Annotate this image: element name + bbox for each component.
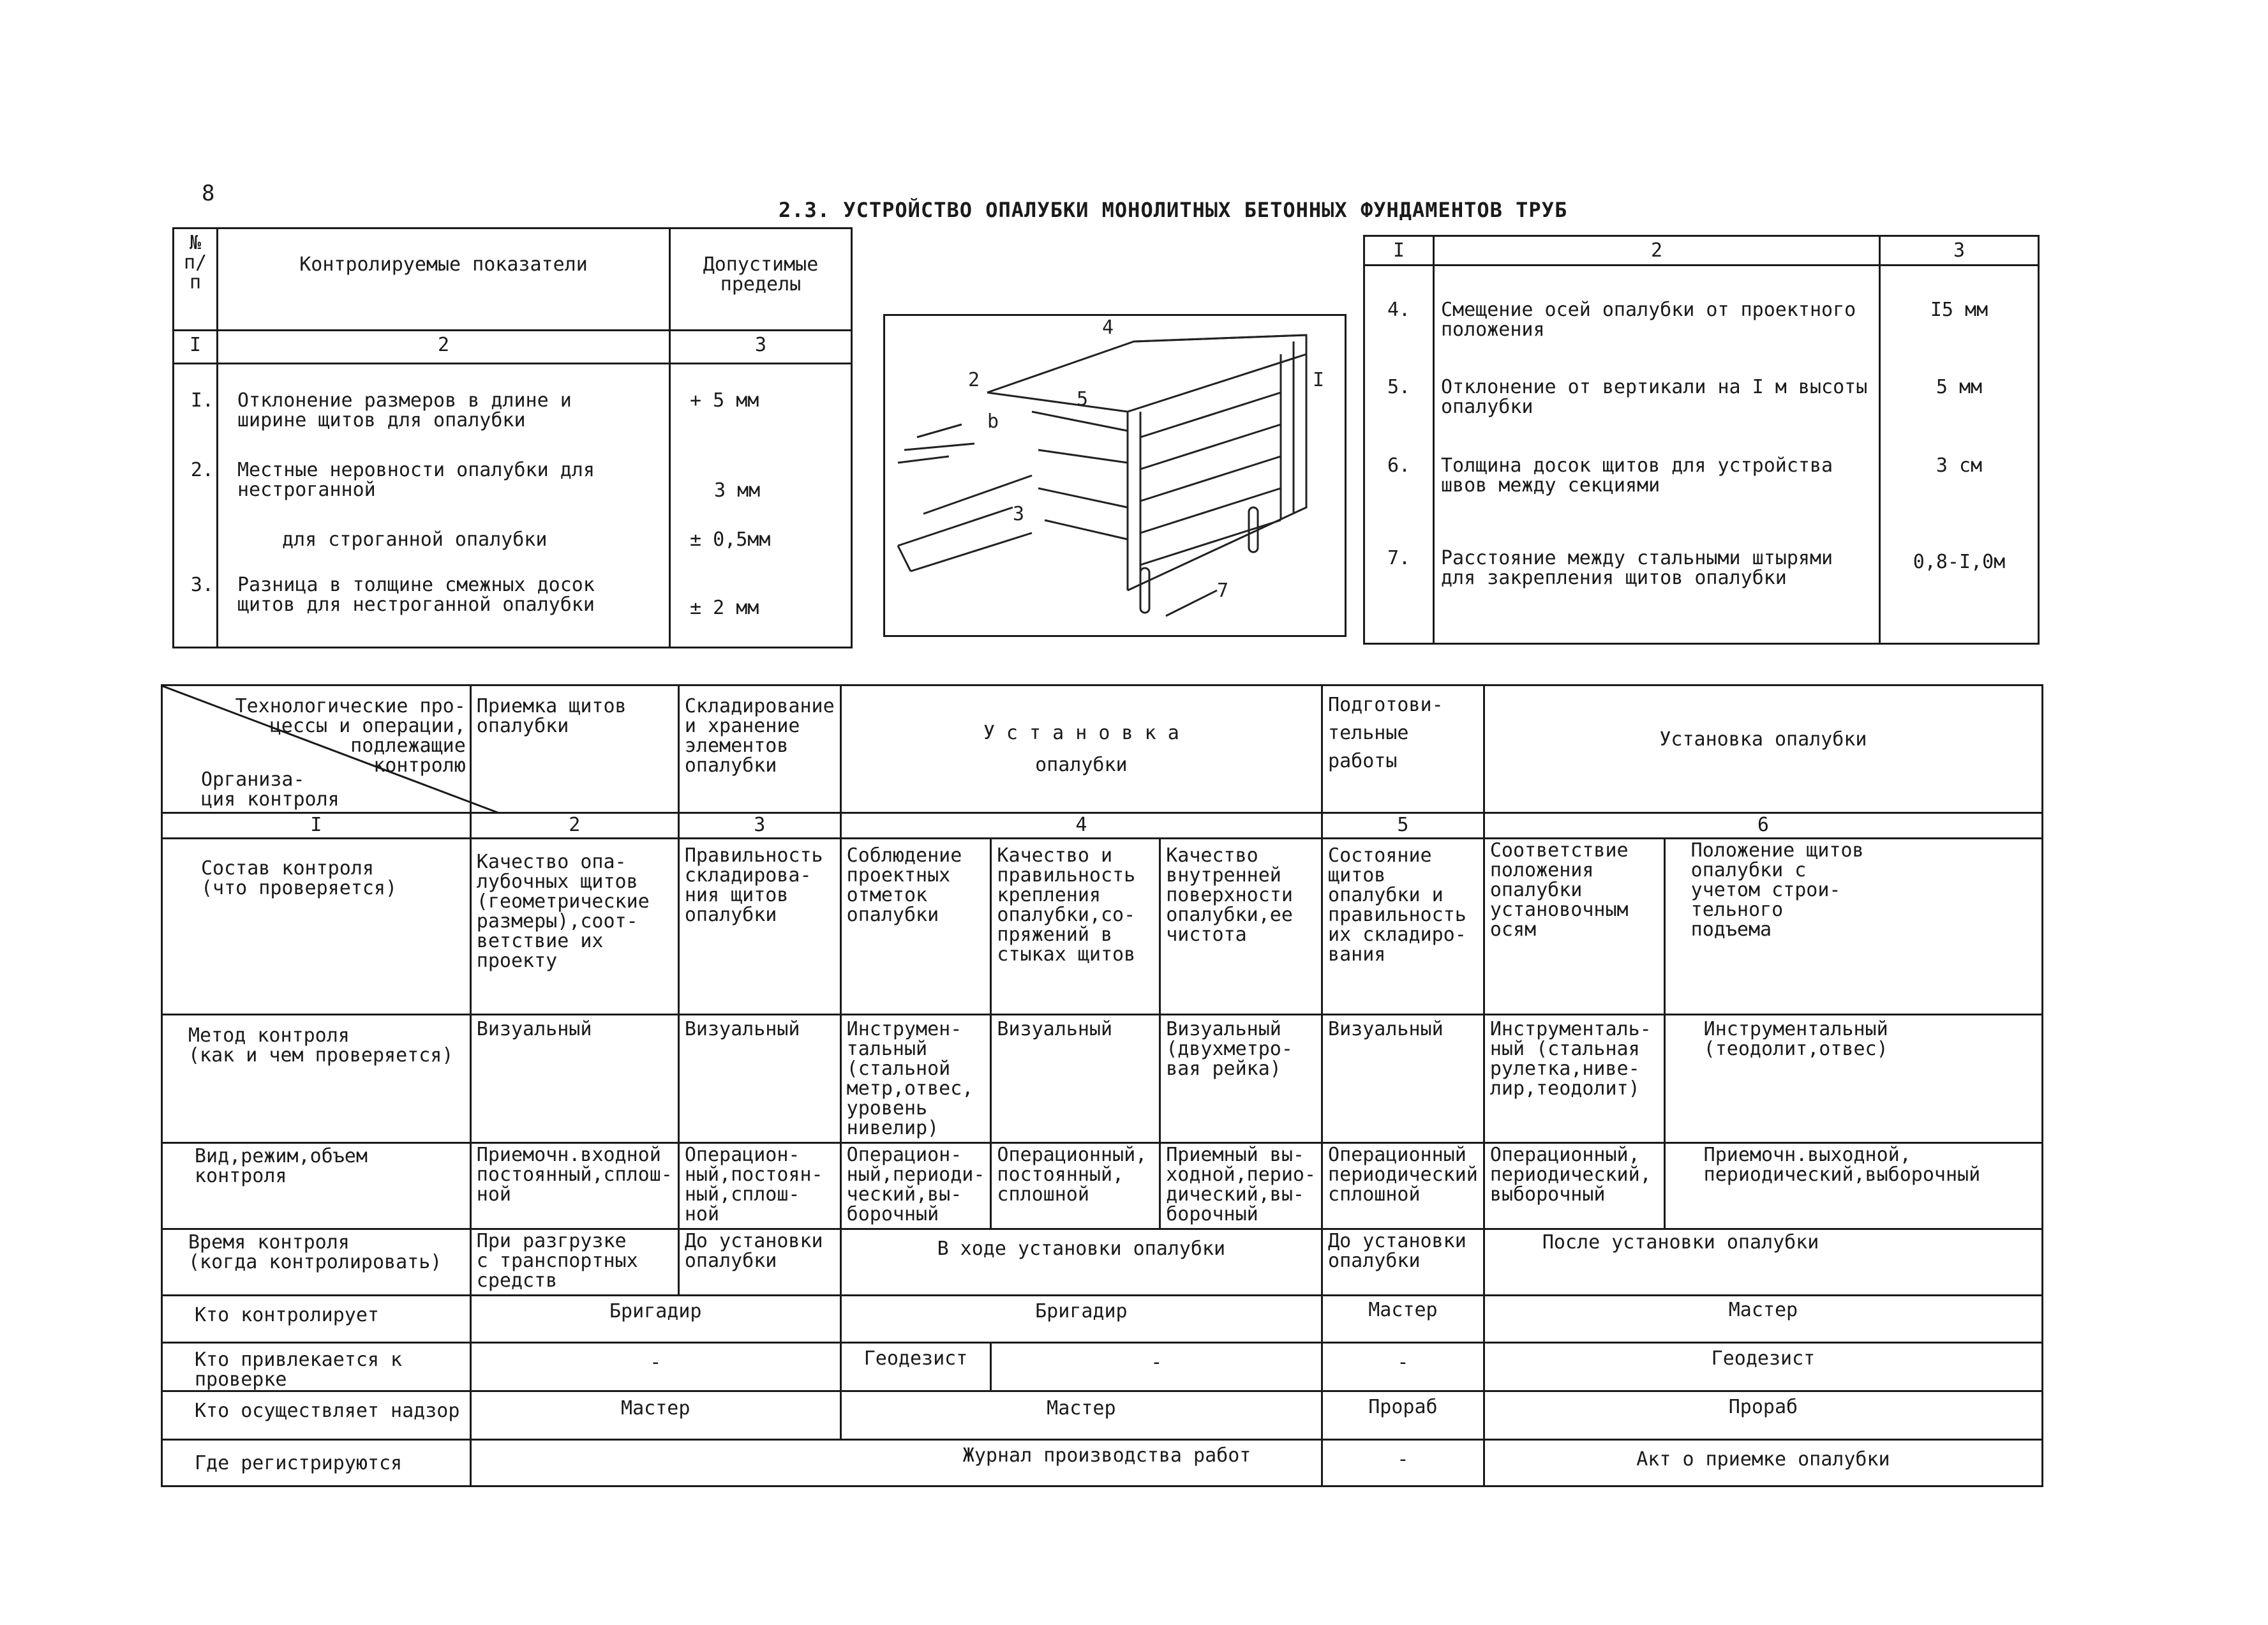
figure-label: I [1313,369,1325,391]
cell: В ходе установки опалубки [840,1229,1322,1296]
cell: Геодезист [840,1343,991,1391]
cell: Мастер [1484,1296,2042,1343]
cell: Визуальный [1322,1015,1484,1143]
cell: Операционный, периодический, выборочный [1484,1143,1664,1229]
cell: Инструментальный (теодолит,отвес) [1664,1015,2042,1143]
row-limit: ± 2 мм [690,597,759,619]
header-col5: Подготови- тельные работы [1322,685,1484,813]
cell: Бригадир [840,1296,1322,1343]
corner-top-label: Технологические про- цессы и операции, подлежащие контролю [235,695,466,777]
header-col4: У с т а н о в к а опалубки [840,685,1322,813]
row-num: 5. [1387,376,1411,398]
header-col3: Складирование и хранение элементов опалубки [678,685,840,813]
cell: - [991,1343,1322,1391]
row-label: Состав контроля (что проверяется) [162,839,471,1015]
row-num: 4. [1387,299,1411,321]
row-param: Отклонение от вертикали на I м высоты опалубки [1441,376,1868,418]
figure-label: 2 [968,369,980,391]
cell: Акт о приемке опалубки [1484,1440,2042,1486]
header-limit: Допустимые пределы [670,228,852,331]
cell: Журнал производства работ [470,1440,1322,1486]
row-label: Время контроля (когда контролировать) [162,1229,471,1296]
col-num: 2 [1434,236,1880,266]
row-param: Смещение осей опалубки от проектного положения [1441,299,1856,341]
page-title: 2.3. УСТРОЙСТВО ОПАЛУБКИ МОНОЛИТНЫХ БЕТОННЫХ ФУНДАМЕНТОВ ТРУБ [779,198,1568,222]
row-num [174,530,214,555]
cell: Визуальный [470,1015,678,1143]
row-param: Отклонение размеров в длине и ширине щитов для опалубки [237,389,572,431]
tolerance-table-right [1363,235,2040,645]
row-param: Местные неровности опалубки для нестроганной [237,459,595,501]
cell: После установки опалубки [1484,1229,2042,1296]
cell: Инструмен- тальный (стальной метр,отвес, уровень нивелир) [840,1015,991,1143]
cell: Соответствие положения опалубки установочным осям [1484,839,1664,1015]
row-param: Толщина досок щитов для устройства швов между секциями [1441,454,1833,497]
cell: - [1322,1343,1484,1391]
row-label: Метод контроля (как и чем проверяется) [162,1015,471,1143]
cell: Операционный, постоянный, сплошной [991,1143,1160,1229]
row-label: Кто привлекается к проверке [162,1343,471,1391]
corner-bottom-label: Организа- ция контроля [201,768,339,811]
header-param: Контролируемые показатели [218,228,670,331]
cell: До установки опалубки [678,1229,840,1296]
row-limit: ± 0,5мм [690,528,771,551]
figure-label: 7 [1217,580,1229,602]
cell: Мастер [1322,1296,1484,1343]
cell: Операционный периодический сплошной [1322,1143,1484,1229]
col-num: 4 [840,813,1322,839]
cell: Визуальный [991,1015,1160,1143]
col-num: 3 [1880,236,2039,266]
col-num: 2 [218,331,670,364]
cell: Приемочн.выходной, периодический,выборочный [1664,1143,2042,1229]
cell: Правильность складирова- ния щитов опалубки [678,839,840,1015]
row-num: 7. [1387,547,1411,569]
row-param: Расстояние между стальными штырями для закрепления щитов опалубки [1441,547,1833,589]
row-label: Кто контролирует [162,1296,471,1343]
cell: Положение щитов опалубки с учетом строи- тельного подъема [1664,839,2042,1015]
col-num: 3 [670,331,852,364]
col-num: 5 [1322,813,1484,839]
row-num: 2. [190,459,214,481]
cell: До установки опалубки [1322,1229,1484,1296]
cell: Качество и правильность крепления опалубки,со- пряжений в стыках щитов [991,839,1160,1015]
col-num: I [174,331,218,364]
header-num: № п/п [174,228,218,331]
corner-cell [162,685,471,813]
row-limit: 0,8-I,0м [1913,551,2006,573]
cell: Операцион- ный,периоди- ческий,вы- борочный [840,1143,991,1229]
cell: Прораб [1322,1391,1484,1440]
cell: Мастер [470,1391,840,1440]
row-label: Вид,режим,объем контроля [162,1143,471,1229]
figure-label: 5 [1077,388,1089,410]
row-num: I. [190,389,214,412]
header-col2: Приемка щитов опалубки [470,685,678,813]
page-number: 8 [202,181,215,206]
figure-label: 3 [1013,503,1025,525]
formwork-figure [883,314,1347,637]
cell: Геодезист [1484,1343,2042,1391]
cell: Качество внутренней поверхности опалубки,ее чистота [1160,839,1322,1015]
col-num: I [162,813,471,839]
cell: Визуальный (двухметро- вая рейка) [1160,1015,1322,1143]
row-param: Разница в толщине смежных досок щитов для нестроганной опалубки [237,574,595,616]
row-limit: + 5 мм [690,389,759,412]
row-label: Кто осуществляет надзор [162,1391,471,1440]
cell: Визуальный [678,1015,840,1143]
row-label: Где регистрируются [162,1440,471,1486]
figure-label: b [987,410,999,433]
col-num: 3 [678,813,840,839]
cell: Состояние щитов опалубки и правильность их складиро- вания [1322,839,1484,1015]
cell: Операцион- ный,постоян- ный,сплош- ной [678,1143,840,1229]
formwork-drawing [885,316,1345,635]
control-table [161,684,2043,1487]
col-num: 2 [470,813,678,839]
cell: Качество опа- лубочных щитов (геометрические размеры),соот- ветствие их проекту [470,839,678,1015]
cell: - [1322,1440,1484,1486]
row-param: для строганной опалубки [282,528,548,551]
cell: При разгрузке с транспортных средств [470,1229,678,1296]
row-limit: 3 см [1936,454,1983,477]
cell: Приемный вы- ходной,перио- дический,вы- борочный [1160,1143,1322,1229]
cell: Прораб [1484,1391,2042,1440]
cell: Мастер [840,1391,1322,1440]
row-limit: 5 мм [1936,376,1983,398]
figure-label: 4 [1102,317,1114,339]
tolerance-table-left [172,227,853,648]
row-limit: I5 мм [1930,299,1988,321]
cell: Приемочн.входной постоянный,сплош- ной [470,1143,678,1229]
cell: - [470,1343,840,1391]
col-num: I [1364,236,1434,266]
row-num: 6. [1387,454,1411,477]
row-limit: 3 мм [714,479,761,502]
col-num: 6 [1484,813,2042,839]
cell: Соблюдение проектных отметок опалубки [840,839,991,1015]
cell: Инструменталь- ный (стальная рулетка,ниве- лир,теодолит) [1484,1015,1664,1143]
cell: Бригадир [470,1296,840,1343]
row-num: 3. [190,574,214,596]
header-col6: Установка опалубки [1484,685,2042,813]
